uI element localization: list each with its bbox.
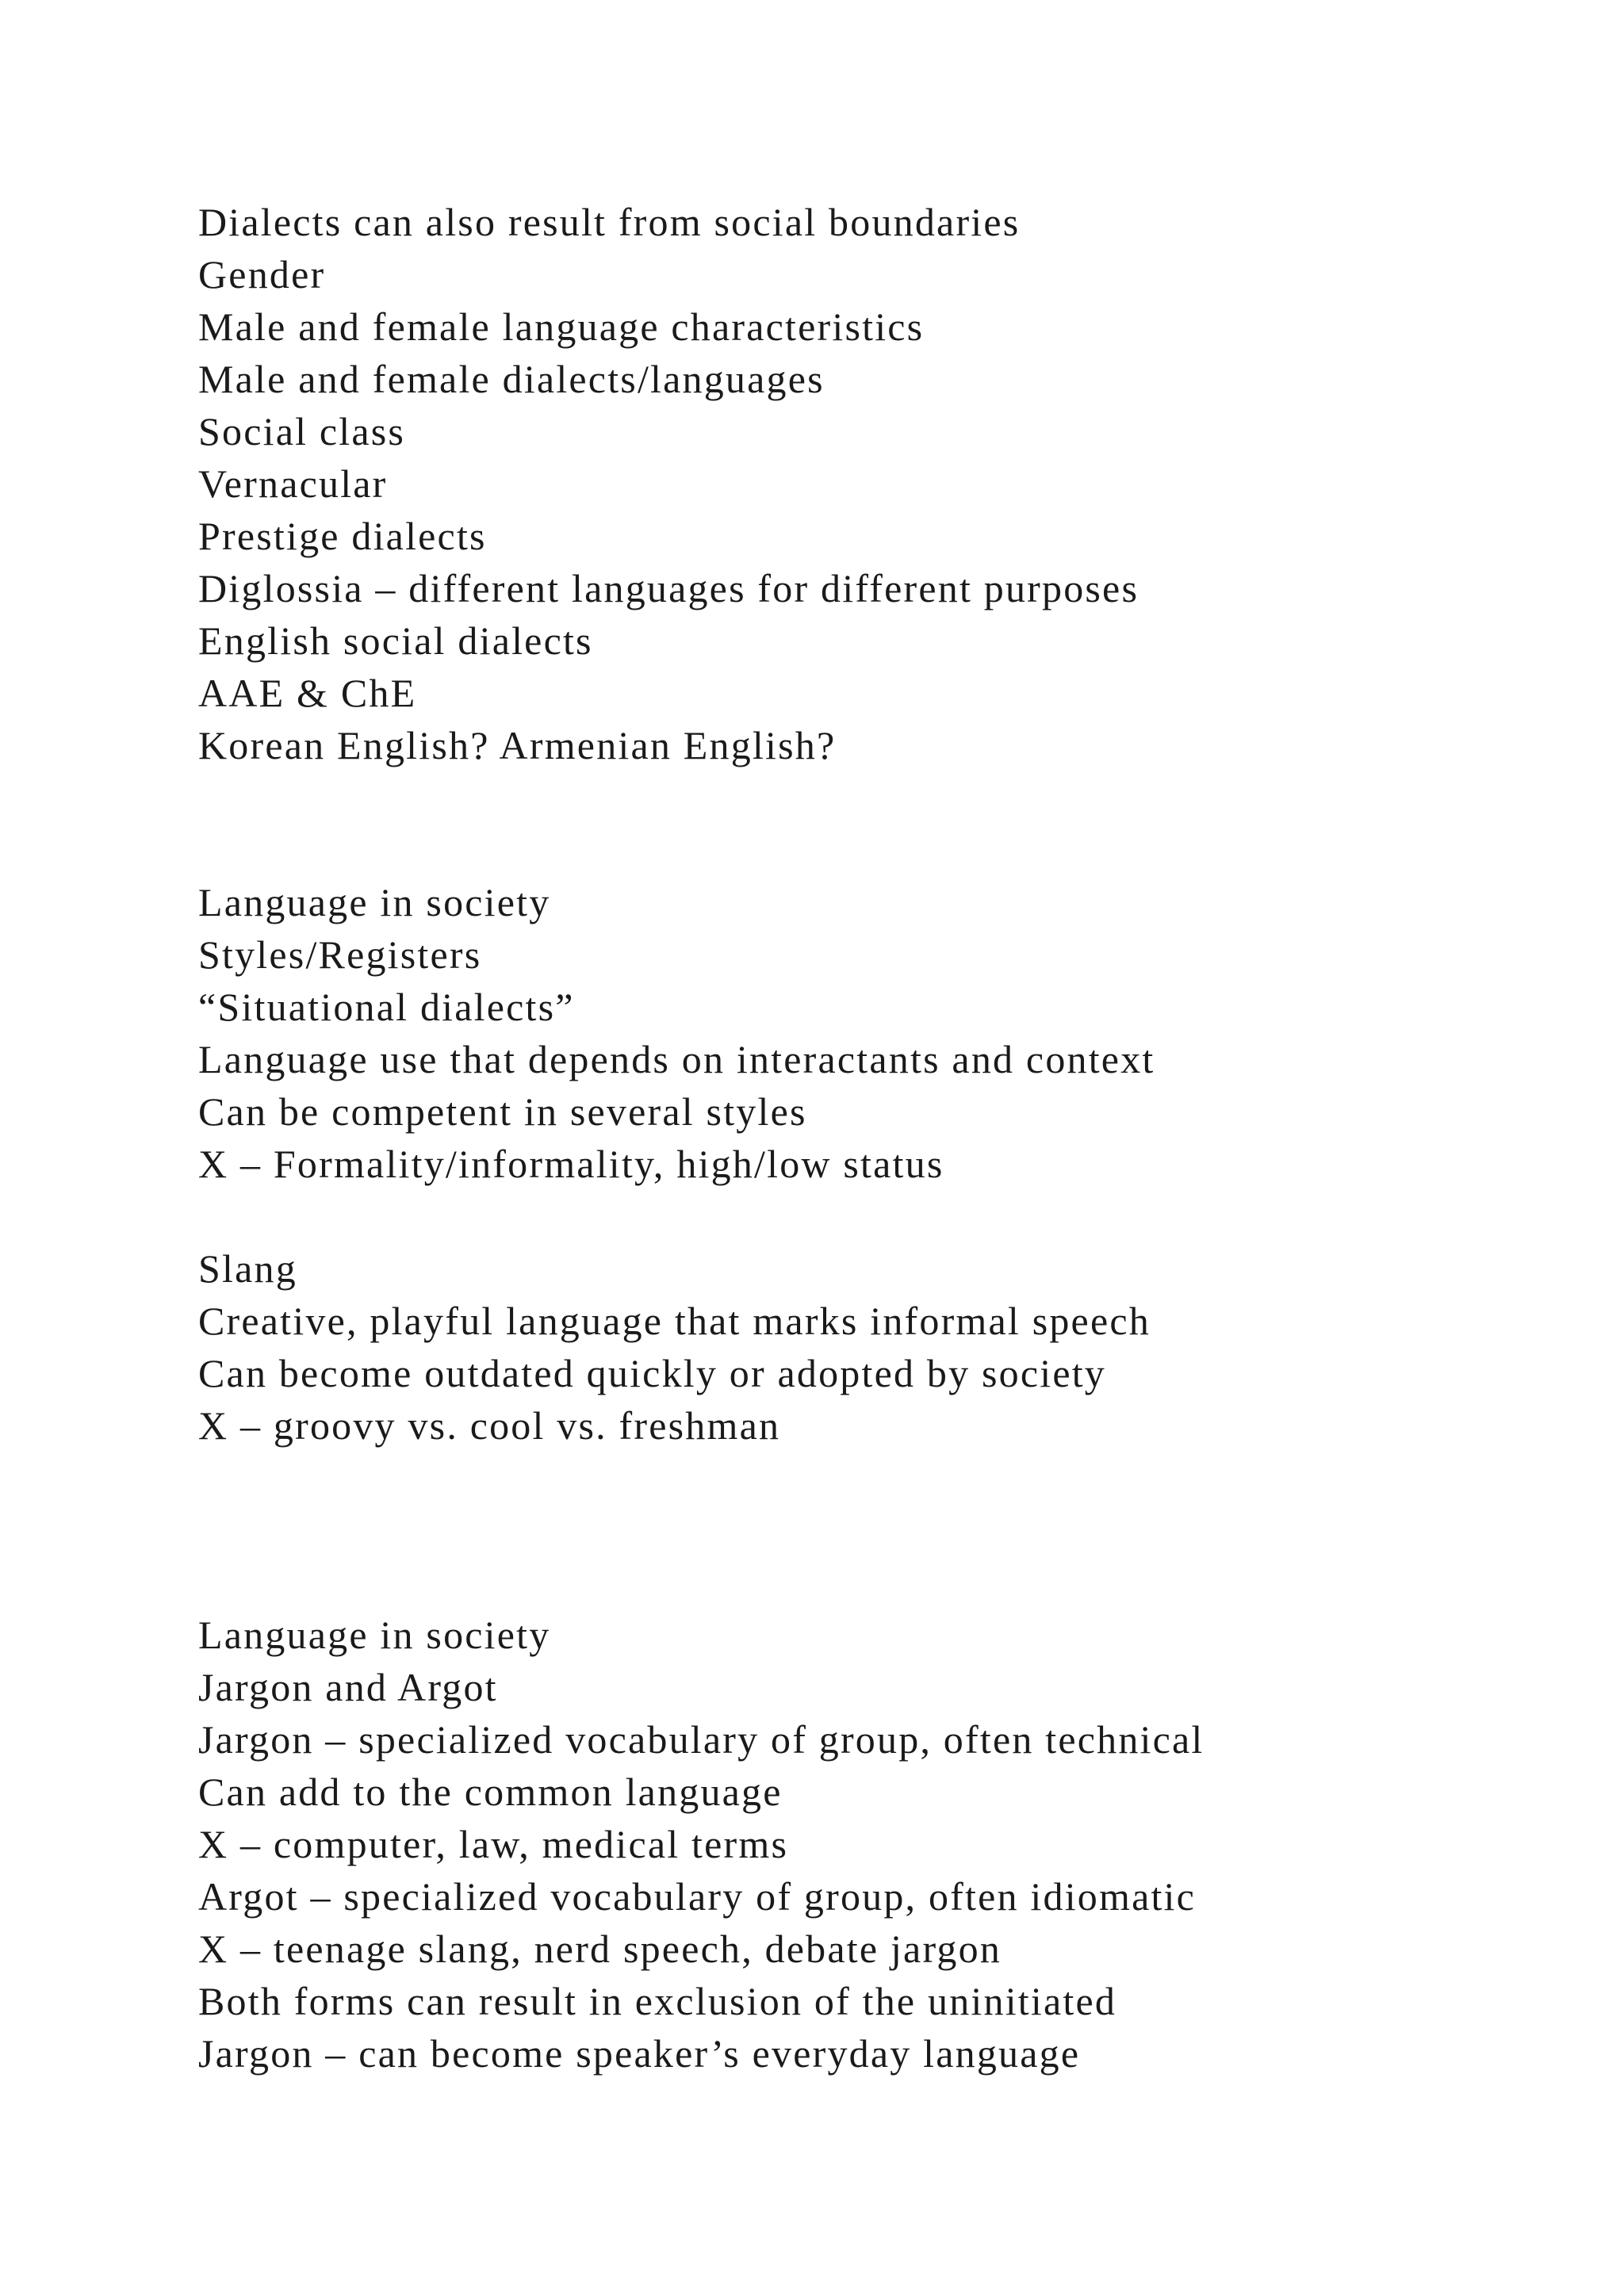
text-line: Male and female language characteristics [198,304,925,349]
text-line: “Situational dialects” [198,985,575,1029]
text-line: Language use that depends on interactants and context [198,1037,1155,1081]
text-line: Korean English? Armenian English? [198,723,837,767]
text-line: Styles/Registers [198,932,482,977]
section-heading: Language in society [198,880,551,924]
text-line: English social dialects [198,618,593,663]
text-line: Can become outdated quickly or adopted by society [198,1351,1107,1395]
text-line: AAE & ChE [198,671,417,715]
text-line: X – teenage slang, nerd speech, debate jargon [198,1927,1002,1971]
text-line: X – computer, law, medical terms [198,1822,789,1866]
text-line: X – Formality/informality, high/low status [198,1142,944,1186]
text-line: X – groovy vs. cool vs. freshman [198,1403,781,1448]
text-line: Both forms can result in exclusion of the uninitiated [198,1979,1117,2023]
text-line: Jargon and Argot [198,1665,498,1709]
text-line: Jargon – can become speaker’s everyday language [198,2031,1081,2076]
section-heading: Language in society [198,1613,551,1657]
text-line: Can add to the common language [198,1770,783,1814]
text-line: Social class [198,409,406,453]
text-line: Argot – specialized vocabulary of group, often idiomatic [198,1874,1197,1919]
text-line: Male and female dialects/languages [198,357,825,401]
text-line: Can be competent in several styles [198,1089,807,1134]
text-line: Diglossia – different languages for different purposes [198,566,1139,610]
text-line: Jargon – specialized vocabulary of group, often technical [198,1717,1205,1762]
text-line: Creative, playful language that marks informal speech [198,1299,1151,1343]
text-line: Gender [198,252,326,297]
text-line: Vernacular [198,461,388,506]
text-line: Dialects can also result from social boundaries [198,200,1021,244]
text-line: Slang [198,1246,297,1291]
text-line: Prestige dialects [198,514,487,558]
